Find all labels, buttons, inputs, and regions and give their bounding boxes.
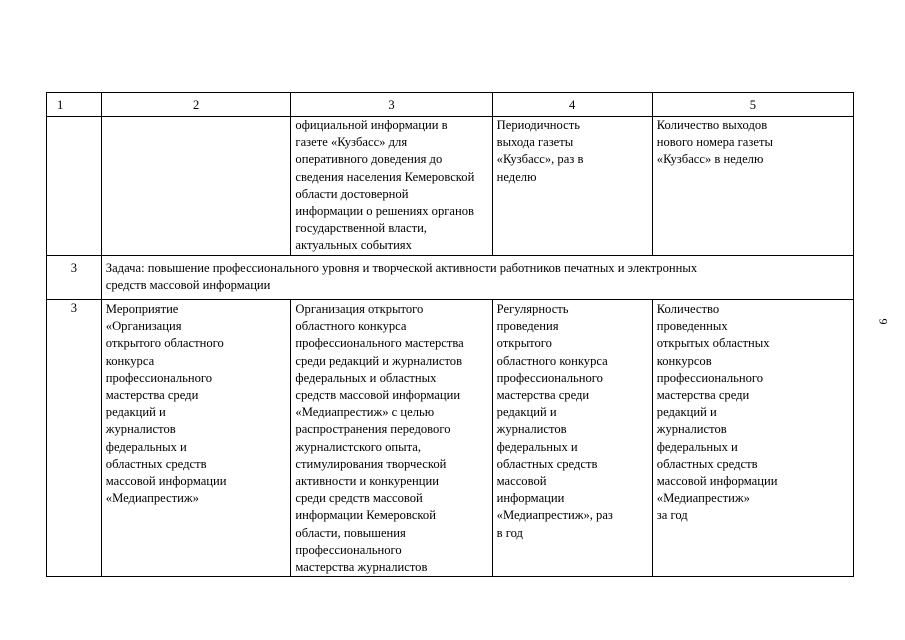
cell-text: Количество проведенных открытых областных конкурсов профессионального мастерства среди редакций и журналистов федеральных и областных средств массовой информации «Медиапрестиж» за год — [656, 302, 778, 523]
cell-text: Периодичность выхода газеты «Кузбасс», раз в неделю — [496, 118, 584, 184]
cell-text: Задача: повышение профессионального уровня и творческой активности работников печатных и электронных средств массовой информации — [105, 261, 698, 293]
event-row-name — [101, 300, 291, 577]
event-row-indicator — [492, 300, 652, 577]
table-header-row — [47, 93, 854, 117]
event-row-num: 3 — [47, 300, 102, 577]
cell-text: Регулярность проведения открытого областного конкурса профессионального мастерства среди редакций и журналистов федеральных и областных средств массовой информации «Медиапрестиж», раз в год — [496, 302, 613, 540]
cell-text: Организация открытого областного конкурса профессионального мастерства среди редакций и журналистов федеральных и областных средств массовой информации «Медиапрестиж» с целью распространения передового журналистского опыта, стимулирования творческой активности и конкуренции среди средств массовой информации Кемеровской области, повышения профессионального мастерства журналистов — [295, 302, 464, 575]
table-row — [47, 300, 854, 577]
event-row-description — [291, 300, 492, 577]
row-continuation-indicator — [492, 117, 652, 256]
header-col-1: 1 — [47, 93, 102, 117]
table-row — [47, 117, 854, 256]
header-col-2: 2 — [101, 93, 291, 117]
row-continuation-num — [47, 117, 102, 256]
row-continuation-measure — [652, 117, 853, 256]
row-continuation-description — [291, 117, 492, 256]
table-row-task — [47, 256, 854, 300]
row-continuation-name — [101, 117, 291, 256]
header-col-5: 5 — [652, 93, 853, 117]
task-row-num: 3 — [47, 256, 102, 300]
cell-text: Мероприятие «Организация открытого областного конкурса профессионального мастерства среди редакций и журналистов федеральных и областных средств массовой информации «Медиапрестиж» — [105, 302, 227, 506]
event-row-measure — [652, 300, 853, 577]
header-col-3: 3 — [291, 93, 492, 117]
page-number: 9 — [876, 318, 891, 325]
task-row-text — [101, 256, 853, 300]
indicator-table — [46, 92, 854, 577]
cell-text: Количество выходов нового номера газеты «Кузбасс» в неделю — [656, 118, 773, 167]
header-col-4: 4 — [492, 93, 652, 117]
cell-text: официальной информации в газете «Кузбасс» для оперативного доведения до сведения населения Кемеровской области достоверной информации о решениях органов государственной власти, актуальных событиях — [295, 118, 475, 253]
